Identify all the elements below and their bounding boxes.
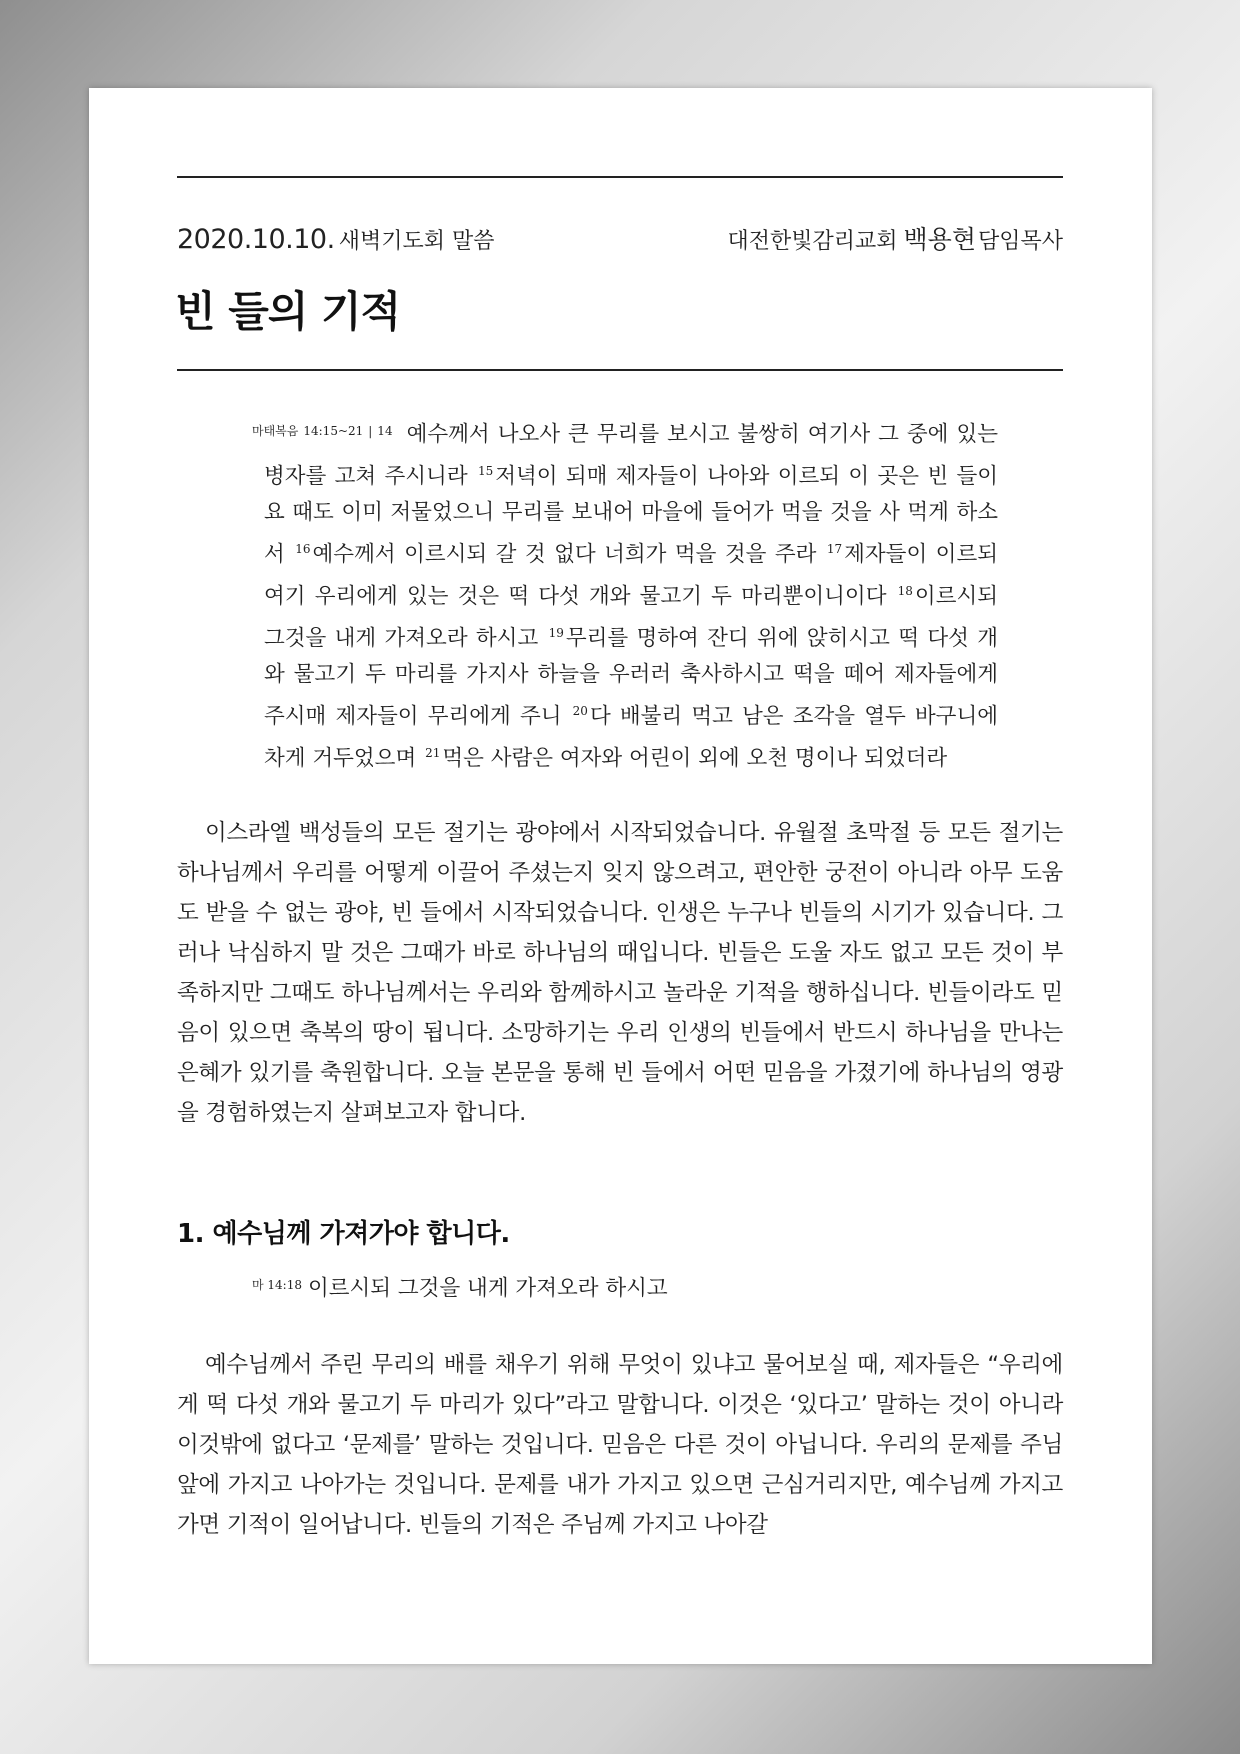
verse-number: 21 [425,746,441,760]
verse-number: 20 [572,704,588,718]
section-paragraph: 예수님께서 주린 무리의 배를 채우기 위해 무엇이 있냐고 물어보실 때, 제자들은 “우리에게 떡 다섯 개와 물고기 두 마리가 있다”라고 말합니다. 이것은 ‘있다고’ 말하는 것이 아니라 이것밖에 없다고 ‘문제를’ 말하는 것입니다. 믿음은 다른 것이 아닙니다. 우리의 문제를 주님 앞에 가지고 나아가는 것입니다. 문제를 내가 가지고 있으면 근심거리지만, 예수님께 가지고 가면 기적이 일어납니다. 빈들의 기적은 주님께 가지고 나아갈 [177,1352,1063,1538]
document-page [89,88,1152,1664]
sermon-occasion: 새벽기도회 말씀 [338,229,495,254]
verse-text: 이르시되 그것을 내게 가져오라 하시고 [264,584,998,651]
section-verse [252,1271,668,1302]
top-rule [177,176,1063,178]
verse-text: 저녁이 되매 제자들이 나아와 이르되 이 곳은 빈 들이요 때도 이미 저물었으니 무리를 보내어 마을에 들어가 먹을 것을 사 먹게 하소서 [264,464,999,567]
verse-number: 19 [548,626,564,640]
church-name: 대전한빛감리교회 [727,229,898,254]
document-header [177,220,1063,256]
verse-text: 무리를 명하여 잔디 위에 앉히시고 떡 다섯 개와 물고기 두 마리를 가지사 하늘을 우러러 축사하시고 떡을 떼어 제자들에게 주시매 제자들이 무리에게 주니 [264,626,999,729]
verse-text: 예수께서 이르시되 갈 것 없다 너희가 먹을 것을 주라 [312,542,817,567]
intro-paragraph: 이스라엘 백성들의 모든 절기는 광야에서 시작되었습니다. 유월절 초막절 등 모든 절기는 하나님께서 우리를 어떻게 이끌어 주셨는지 잊지 않으려고, 편안한 궁전이 아니라 아무 도움도 받을 수 없는 광야, 빈 들에서 시작되었습니다. 인생은 누구나 빈들의 시기가 있습니다. 그러나 낙심하지 말 것은 그때가 바로 하나님의 때입니다. 빈들은 도울 자도 없고 모든 것이 부족하지만 그때도 하나님께서는 우리와 함께하시고 놀라운 기적을 행하십니다. 빈들이라도 믿음이 있으면 축복의 땅이 됩니다. 소망하기는 우리 인생의 빈들에서 반드시 하나님을 만나는 은혜가 있기를 축원합니다. 오늘 본문을 통해 빈 들에서 어떤 믿음을 가졌기에 하나님의 영광을 경험하였는지 살펴보고자 합니다. [177,820,1063,1126]
pastor-title: 담임목사 [977,229,1063,254]
scripture-passage [252,413,998,777]
verse-number: 17 [826,542,843,556]
date-occasion [177,224,494,255]
verse-text: 먹은 사람은 여자와 어린이 외에 오천 명이나 되었더라 [442,746,948,771]
section-verse-reference: 마 14:18 [252,1278,302,1292]
verse-number: 16 [295,542,311,556]
author-info [728,220,1064,256]
verse-text: 제자들이 이르되 여기 우리에게 있는 것은 떡 다섯 개와 물고기 두 마리뿐이니이다 [264,542,998,609]
verse-number: 15 [477,464,494,478]
section-heading: 1. 예수님께 가져가야 합니다. [177,1219,510,1249]
sermon-title: 빈 들의 기적 [175,287,401,336]
verse-text: 다 배불리 먹고 남은 조각을 열두 바구니에 차게 거두었으며 [264,704,998,771]
pastor-name: 백용현 [903,225,976,254]
bottom-rule [177,369,1063,371]
sermon-date: 2020.10.10. [177,224,335,255]
verse-text: 예수께서 나오사 큰 무리를 보시고 불쌍히 여기사 그 중에 있는 병자를 고쳐 주시니라 [264,422,999,489]
verse-number: 18 [897,584,913,598]
section-verse-text: 이르시되 그것을 내게 가져오라 하시고 [308,1276,668,1301]
scripture-reference: 마태복음 14:15~21 | 14 [252,424,393,438]
